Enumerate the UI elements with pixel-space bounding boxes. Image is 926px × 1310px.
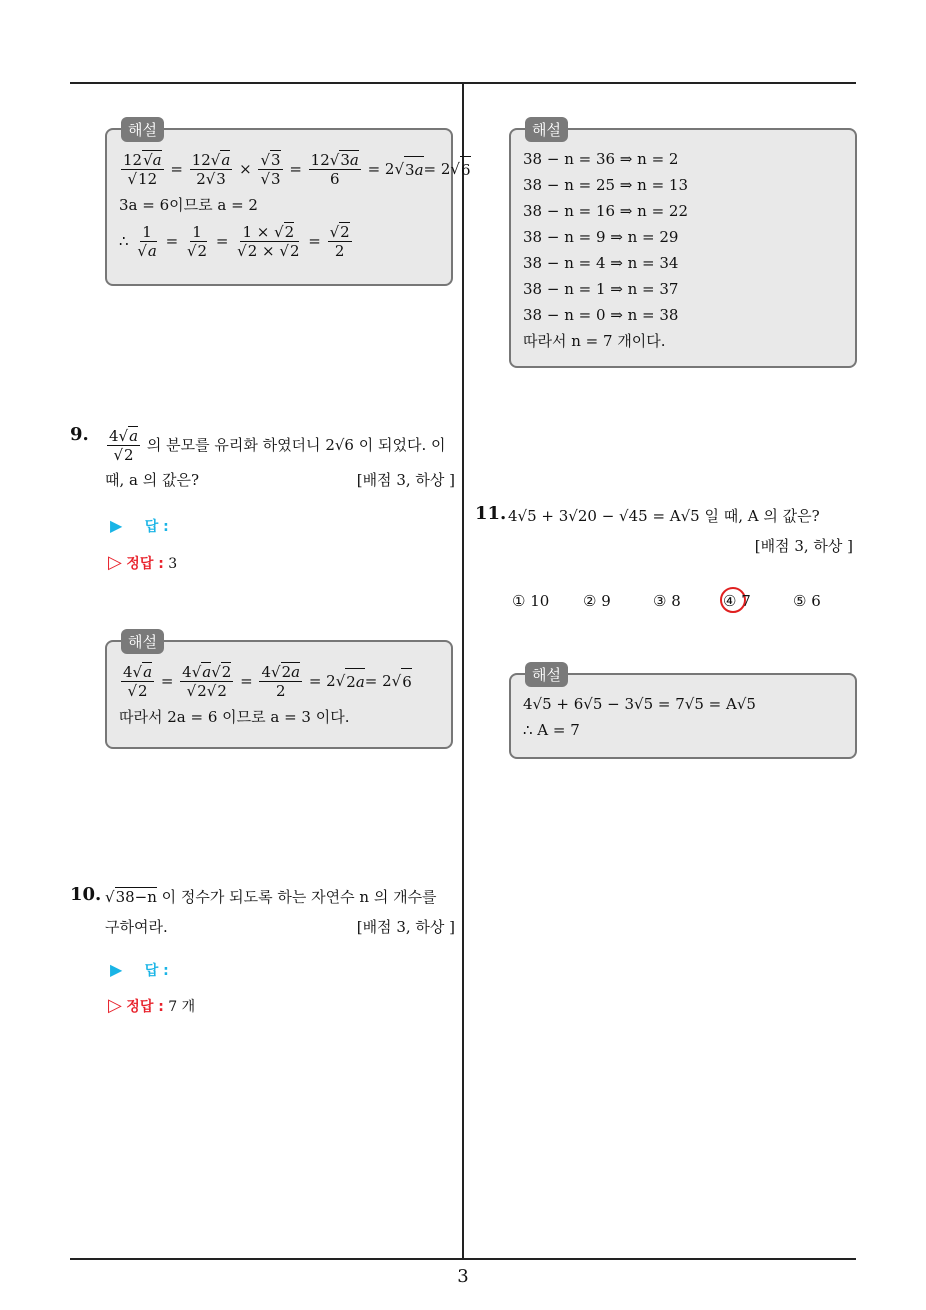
question-text-q11	[508, 501, 853, 561]
answer-prompt: 답 :	[144, 519, 169, 535]
choice-2[interactable]: ② 9	[583, 592, 611, 610]
solution-label: 해설	[121, 117, 164, 142]
solution-box-q8	[105, 121, 471, 286]
question-value: 2√6	[325, 436, 354, 454]
math-line: 3a = 6이므로 a = 2	[119, 196, 258, 214]
correct-answer-row	[108, 995, 195, 1016]
column-divider	[462, 82, 464, 1260]
choice-1[interactable]: ① 10	[512, 592, 550, 610]
outline-triangle-icon: ▷	[108, 995, 122, 1016]
bottom-rule	[70, 1258, 856, 1260]
solution-label: 해설	[121, 629, 164, 654]
question-text-line2: 구하여라.	[105, 918, 168, 936]
math-line: 38 − n = 36 ⇒ n = 2	[523, 150, 679, 168]
math-line: ∴ $\frac{1}{√a}$ = $\frac{1}{√2}$ = $\frac{1 \times √2}{√2 \times √2}$ = $\frac{√2}{2}$	[119, 222, 350, 260]
math-line: 38 − n = 16 ⇒ n = 22	[523, 202, 688, 220]
choice-4[interactable]: ④ 7	[723, 592, 751, 610]
radical-expression: 38−n	[115, 888, 157, 906]
answer-row	[110, 516, 169, 536]
solution-label: 해설	[525, 117, 568, 142]
question-text-line2: 때, a 의 값은?	[105, 471, 200, 489]
correct-answer-row	[108, 552, 177, 573]
solution-box-q10	[509, 121, 857, 368]
math-line: 38 − n = 4 ⇒ n = 34	[523, 254, 679, 272]
question-text: 4√5 + 3√20 − √45 = A√5 일 때, A 의 값은?	[508, 507, 820, 525]
choice-5[interactable]: ⑤ 6	[793, 592, 821, 610]
points-label: [배점 3, 하상 ]	[356, 471, 455, 489]
correct-label: 정답 :	[126, 999, 164, 1015]
points-label: [배점 3, 하상 ]	[356, 918, 455, 936]
play-icon: ▶	[110, 960, 123, 979]
solution-box-q11	[509, 666, 857, 759]
question-text-end: 이 되었다. 이	[358, 436, 446, 454]
solution-label: 해설	[525, 662, 568, 687]
answer-prompt: 답 :	[144, 963, 169, 979]
correct-label: 정답 :	[126, 556, 164, 572]
question-number: 10.	[70, 884, 102, 905]
correct-answer-value: 3	[168, 556, 178, 572]
math-line: ∴ A = 7	[523, 721, 580, 739]
question-text-q10: √38−n 이 정수가 되도록 하는 자연수 n 의 개수를 구하여라. [배점 3, 하상 ]	[105, 882, 455, 942]
math-line: 4√5 + 6√5 − 3√5 = 7√5 = A√5	[523, 695, 756, 713]
math-line: 38 − n = 0 ⇒ n = 38	[523, 306, 679, 324]
play-icon: ▶	[110, 516, 123, 535]
answer-row	[110, 960, 169, 980]
page-number: 3	[457, 1266, 469, 1287]
outline-triangle-icon: ▷	[108, 552, 122, 573]
question-text: 의 분모를 유리화 하였더니	[146, 436, 321, 454]
math-line: $\frac{12√a}{√12}$ = $\frac{12√a}{2√3}$ × $\frac{√3}{√3}$ = $\frac{12√3a}{6}$ = 2√ 3a = 2√ 6	[123, 150, 471, 188]
question-number: 9.	[70, 424, 89, 445]
question-text-q9	[105, 425, 455, 495]
fraction-4sqrta-over-sqrt2: $\frac{4√a}{√2}$	[109, 426, 139, 464]
math-line: 38 − n = 9 ⇒ n = 29	[523, 228, 679, 246]
math-line: 따라서 n = 7 개이다.	[523, 332, 666, 350]
choice-3[interactable]: ③ 8	[653, 592, 681, 610]
math-line: 38 − n = 25 ⇒ n = 13	[523, 176, 688, 194]
question-number: 11.	[475, 503, 507, 524]
points-label: [배점 3, 하상 ]	[754, 537, 853, 555]
math-line: $\frac{4√a}{√2}$ = $\frac{4√a√2}{√2√2}$ = $\frac{4√2a}{2}$ = 2√ 2a = 2√ 6	[123, 662, 412, 700]
correct-answer-value: 7 개	[168, 999, 196, 1015]
question-text: 이 정수가 되도록 하는 자연수 n 의 개수를	[161, 888, 437, 906]
math-line: 따라서 2a = 6 이므로 a = 3 이다.	[119, 708, 350, 726]
solution-box-q9	[105, 633, 453, 749]
math-line: 38 − n = 1 ⇒ n = 37	[523, 280, 679, 298]
